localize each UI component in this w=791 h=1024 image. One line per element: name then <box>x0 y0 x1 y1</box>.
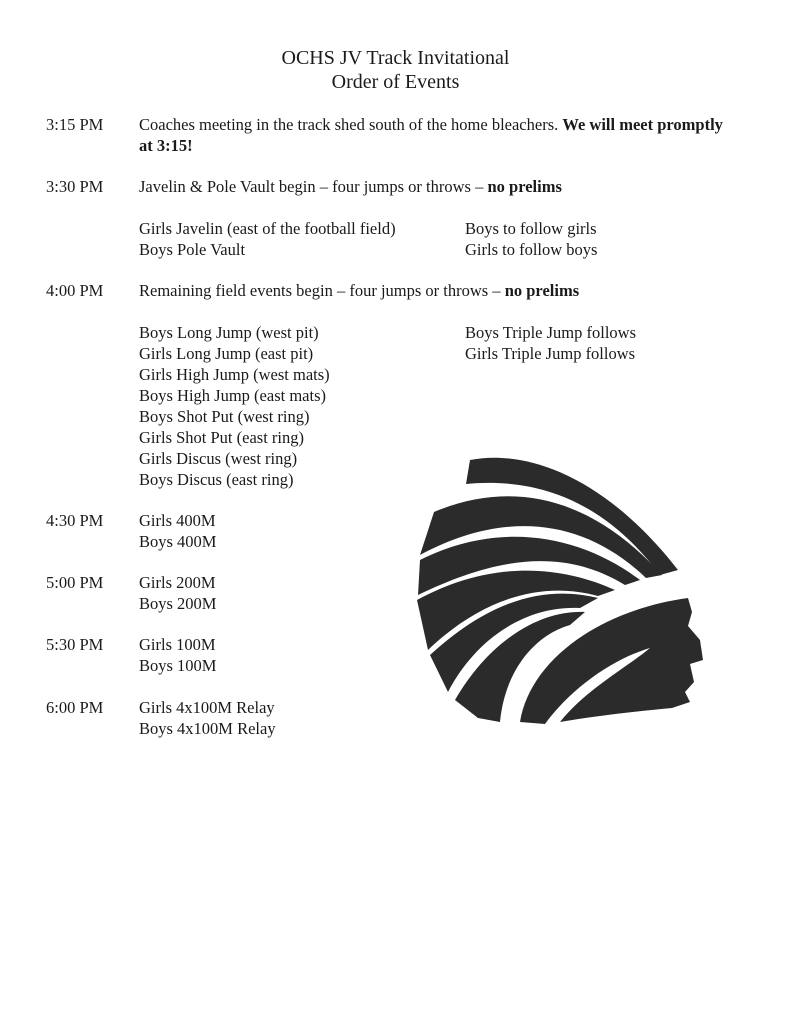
list-item: Boys 200M <box>139 594 217 613</box>
event-list <box>139 697 276 739</box>
list-item: Boys 4x100M Relay <box>139 719 276 738</box>
list-item: Boys Triple Jump follows <box>465 323 636 342</box>
list-item: Girls to follow boys <box>465 240 598 259</box>
event-list <box>139 322 330 490</box>
document-title <box>0 46 791 94</box>
list-item: Girls 4x100M Relay <box>139 698 275 717</box>
event-time: 4:00 PM <box>46 281 104 300</box>
list-item: Boys Pole Vault <box>139 240 246 259</box>
event-emphasis: no prelims <box>487 177 562 196</box>
event-list <box>139 218 396 260</box>
event-time: 6:00 PM <box>46 698 104 717</box>
list-item: Boys Discus (east ring) <box>139 470 294 489</box>
event-emphasis: no prelims <box>504 281 580 300</box>
list-item: Girls Javelin (east of the football field) <box>139 219 396 238</box>
event-notes <box>465 218 597 260</box>
list-item: Girls Discus (west ring) <box>139 449 298 468</box>
list-item: Girls 100M <box>139 635 216 654</box>
page-subtitle: Order of Events <box>331 71 460 93</box>
event-time: 5:00 PM <box>46 573 104 592</box>
list-item: Girls 400M <box>139 511 216 530</box>
page-title: OCHS JV Track Invitational <box>281 47 510 69</box>
event-notes <box>465 322 636 364</box>
list-item: Boys to follow girls <box>465 219 597 238</box>
list-item: Girls High Jump (west mats) <box>139 365 330 384</box>
event-text: Remaining field events begin – four jumps or throws – <box>139 281 505 300</box>
event-text: Javelin & Pole Vault begin – four jumps or throws – <box>139 177 488 196</box>
event-text: Coaches meeting in the track shed south of the home bleachers. <box>139 115 563 134</box>
event-time: 3:15 PM <box>46 115 104 134</box>
warrior-head-logo-icon <box>410 448 710 730</box>
list-item: Girls Shot Put (east ring) <box>139 428 304 447</box>
list-item: Boys High Jump (east mats) <box>139 386 326 405</box>
list-item: Girls Triple Jump follows <box>465 344 636 363</box>
list-item: Girls 200M <box>139 573 216 592</box>
event-list <box>139 510 216 552</box>
event-time: 4:30 PM <box>46 511 104 530</box>
event-description <box>139 114 729 156</box>
event-list <box>139 634 216 676</box>
event-time: 5:30 PM <box>46 635 104 654</box>
list-item: Boys Long Jump (west pit) <box>139 323 319 342</box>
list-item: Boys 400M <box>139 532 217 551</box>
event-list <box>139 572 216 614</box>
face-profile <box>520 598 703 724</box>
event-description <box>139 280 579 301</box>
event-emphasis: We will meet promptly at 3:15! <box>139 115 723 155</box>
event-time: 3:30 PM <box>46 177 104 196</box>
list-item: Boys Shot Put (west ring) <box>139 407 310 426</box>
list-item: Boys 100M <box>139 656 217 675</box>
list-item: Girls Long Jump (east pit) <box>139 344 314 363</box>
event-description <box>139 176 562 197</box>
